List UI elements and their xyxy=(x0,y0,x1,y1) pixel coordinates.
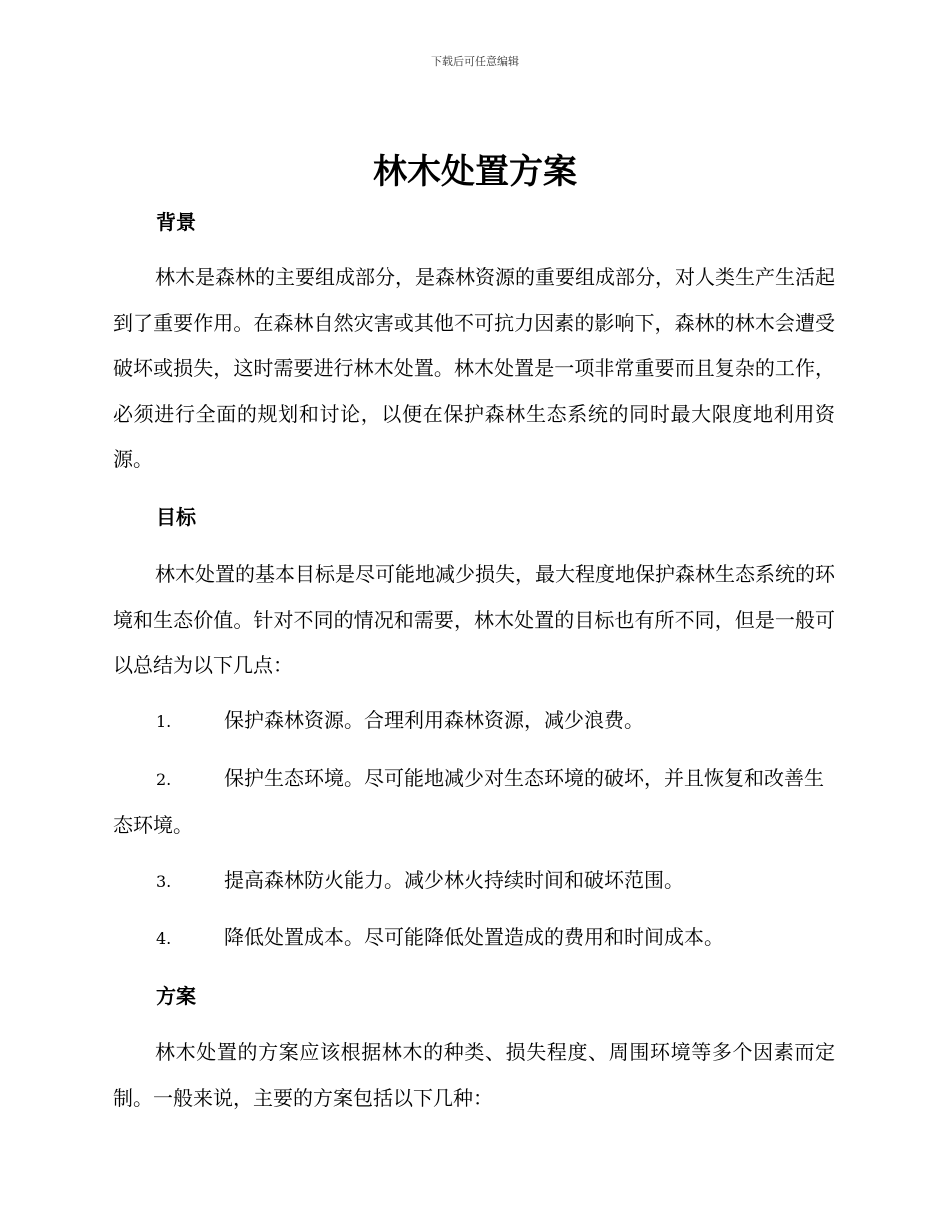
list-item xyxy=(113,698,835,745)
goals-paragraph: 林木处置的基本目标是尽可能地减少损失，最大程度地保护森林生态系统的环境和生态价值。针对不同的情况和需要，林木处置的目标也有所不同，但是一般可以总结为以下几点： xyxy=(113,562,835,677)
list-item-text: 提高森林防火能力。减少林火持续时间和破坏范围。 xyxy=(224,868,684,892)
document-title: 林木处置方案 xyxy=(373,152,577,192)
list-item-text: 降低处置成本。尽可能降低处置造成的费用和时间成本。 xyxy=(224,925,724,949)
list-item xyxy=(113,858,835,905)
list-item xyxy=(113,915,835,962)
plan-paragraph: 林木处置的方案应该根据林木的种类、损失程度、周围环境等多个因素而定制。一般来说，主要的方案包括以下几种： xyxy=(113,1040,835,1110)
list-item xyxy=(113,756,835,848)
header-note: 下载后可任意编辑 xyxy=(431,55,519,68)
list-item-number: 4. xyxy=(156,929,172,948)
section-heading-goals: 目标 xyxy=(156,505,196,529)
list-item-text: 保护生态环境。尽可能地减少对生态环境的破坏，并且恢复和改善生态环境。 xyxy=(113,766,824,837)
list-item-number: 3. xyxy=(156,872,172,891)
section-heading-plan: 方案 xyxy=(156,984,196,1008)
list-item-text: 保护森林资源。合理利用森林资源，减少浪费。 xyxy=(224,708,644,732)
section-heading-background: 背景 xyxy=(156,210,196,234)
list-item-number: 2. xyxy=(156,770,172,789)
list-item-number: 1. xyxy=(156,712,172,731)
background-paragraph: 林木是森林的主要组成部分，是森林资源的重要组成部分，对人类生产生活起到了重要作用。在森林自然灾害或其他不可抗力因素的影响下，森林的林木会遭受破坏或损失，这时需要进行林木处置。林木处置是一项非常重要而且复杂的工作，必须进行全面的规划和讨论，以便在保护森林生态系统的同时最大限度地利用资源。 xyxy=(113,265,835,471)
